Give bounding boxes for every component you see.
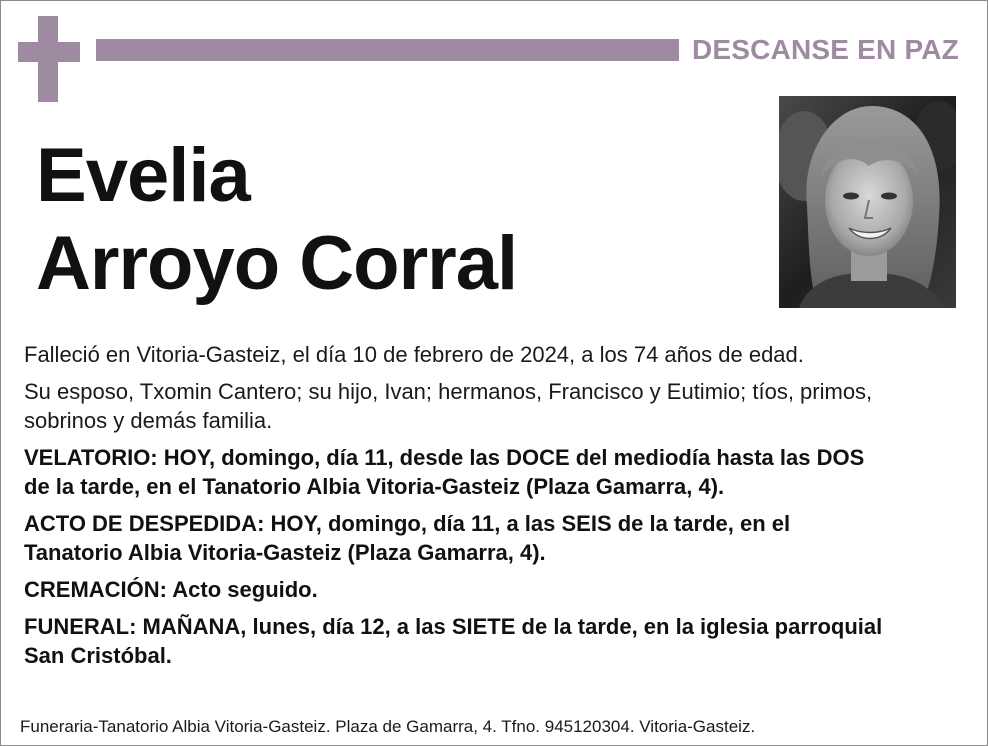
wake-paragraph [24, 443, 966, 501]
cremation-text: CREMACIÓN: Acto seguido. [24, 577, 318, 602]
deceased-name [36, 132, 517, 308]
family-line-1: Su esposo, Txomin Cantero; su hijo, Ivan; hermanos, Francisco y Eutimio; tíos, primos, [24, 379, 873, 404]
family-line-2: sobrinos y demás familia. [24, 408, 273, 433]
death-notice-paragraph [24, 340, 966, 369]
cross-icon [18, 16, 82, 102]
deceased-surnames: Arroyo Corral [36, 221, 518, 306]
farewell-paragraph [24, 509, 966, 567]
rest-in-peace-label: DESCANSE EN PAZ [692, 34, 959, 65]
wake-line-1: VELATORIO: HOY, domingo, día 11, desde las DOCE del mediodía hasta las DOS [24, 445, 865, 470]
farewell-line-1: ACTO DE DESPEDIDA: HOY, domingo, día 11, a las SEIS de la tarde, en el [24, 511, 791, 536]
funeral-home-footer: Funeraria-Tanatorio Albia Vitoria-Gasteiz. Plaza de Gamarra, 4. Tfno. 945120304. Vitoria-Gasteiz. [20, 717, 756, 736]
portrait-illustration [779, 96, 956, 308]
wake-line-2: de la tarde, en el Tanatorio Albia Vitoria-Gasteiz (Plaza Gamarra, 4). [24, 474, 725, 499]
obituary-body [24, 340, 966, 678]
deceased-first-name: Evelia [36, 133, 250, 218]
funeral-line-1: FUNERAL: MAÑANA, lunes, día 12, a las SIETE de la tarde, en la iglesia parroquial [24, 614, 883, 639]
funeral-line-2: San Cristóbal. [24, 643, 172, 668]
header-decorative-bar [96, 39, 679, 61]
farewell-line-2: Tanatorio Albia Vitoria-Gasteiz (Plaza Gamarra, 4). [24, 540, 546, 565]
death-notice-text: Falleció en Vitoria-Gasteiz, el día 10 de febrero de 2024, a los 74 años de edad. [24, 342, 804, 367]
cremation-paragraph [24, 575, 966, 604]
family-paragraph [24, 377, 966, 435]
cross-horizontal-bar [18, 42, 80, 62]
portrait-photo [779, 96, 956, 308]
funeral-paragraph [24, 612, 966, 670]
